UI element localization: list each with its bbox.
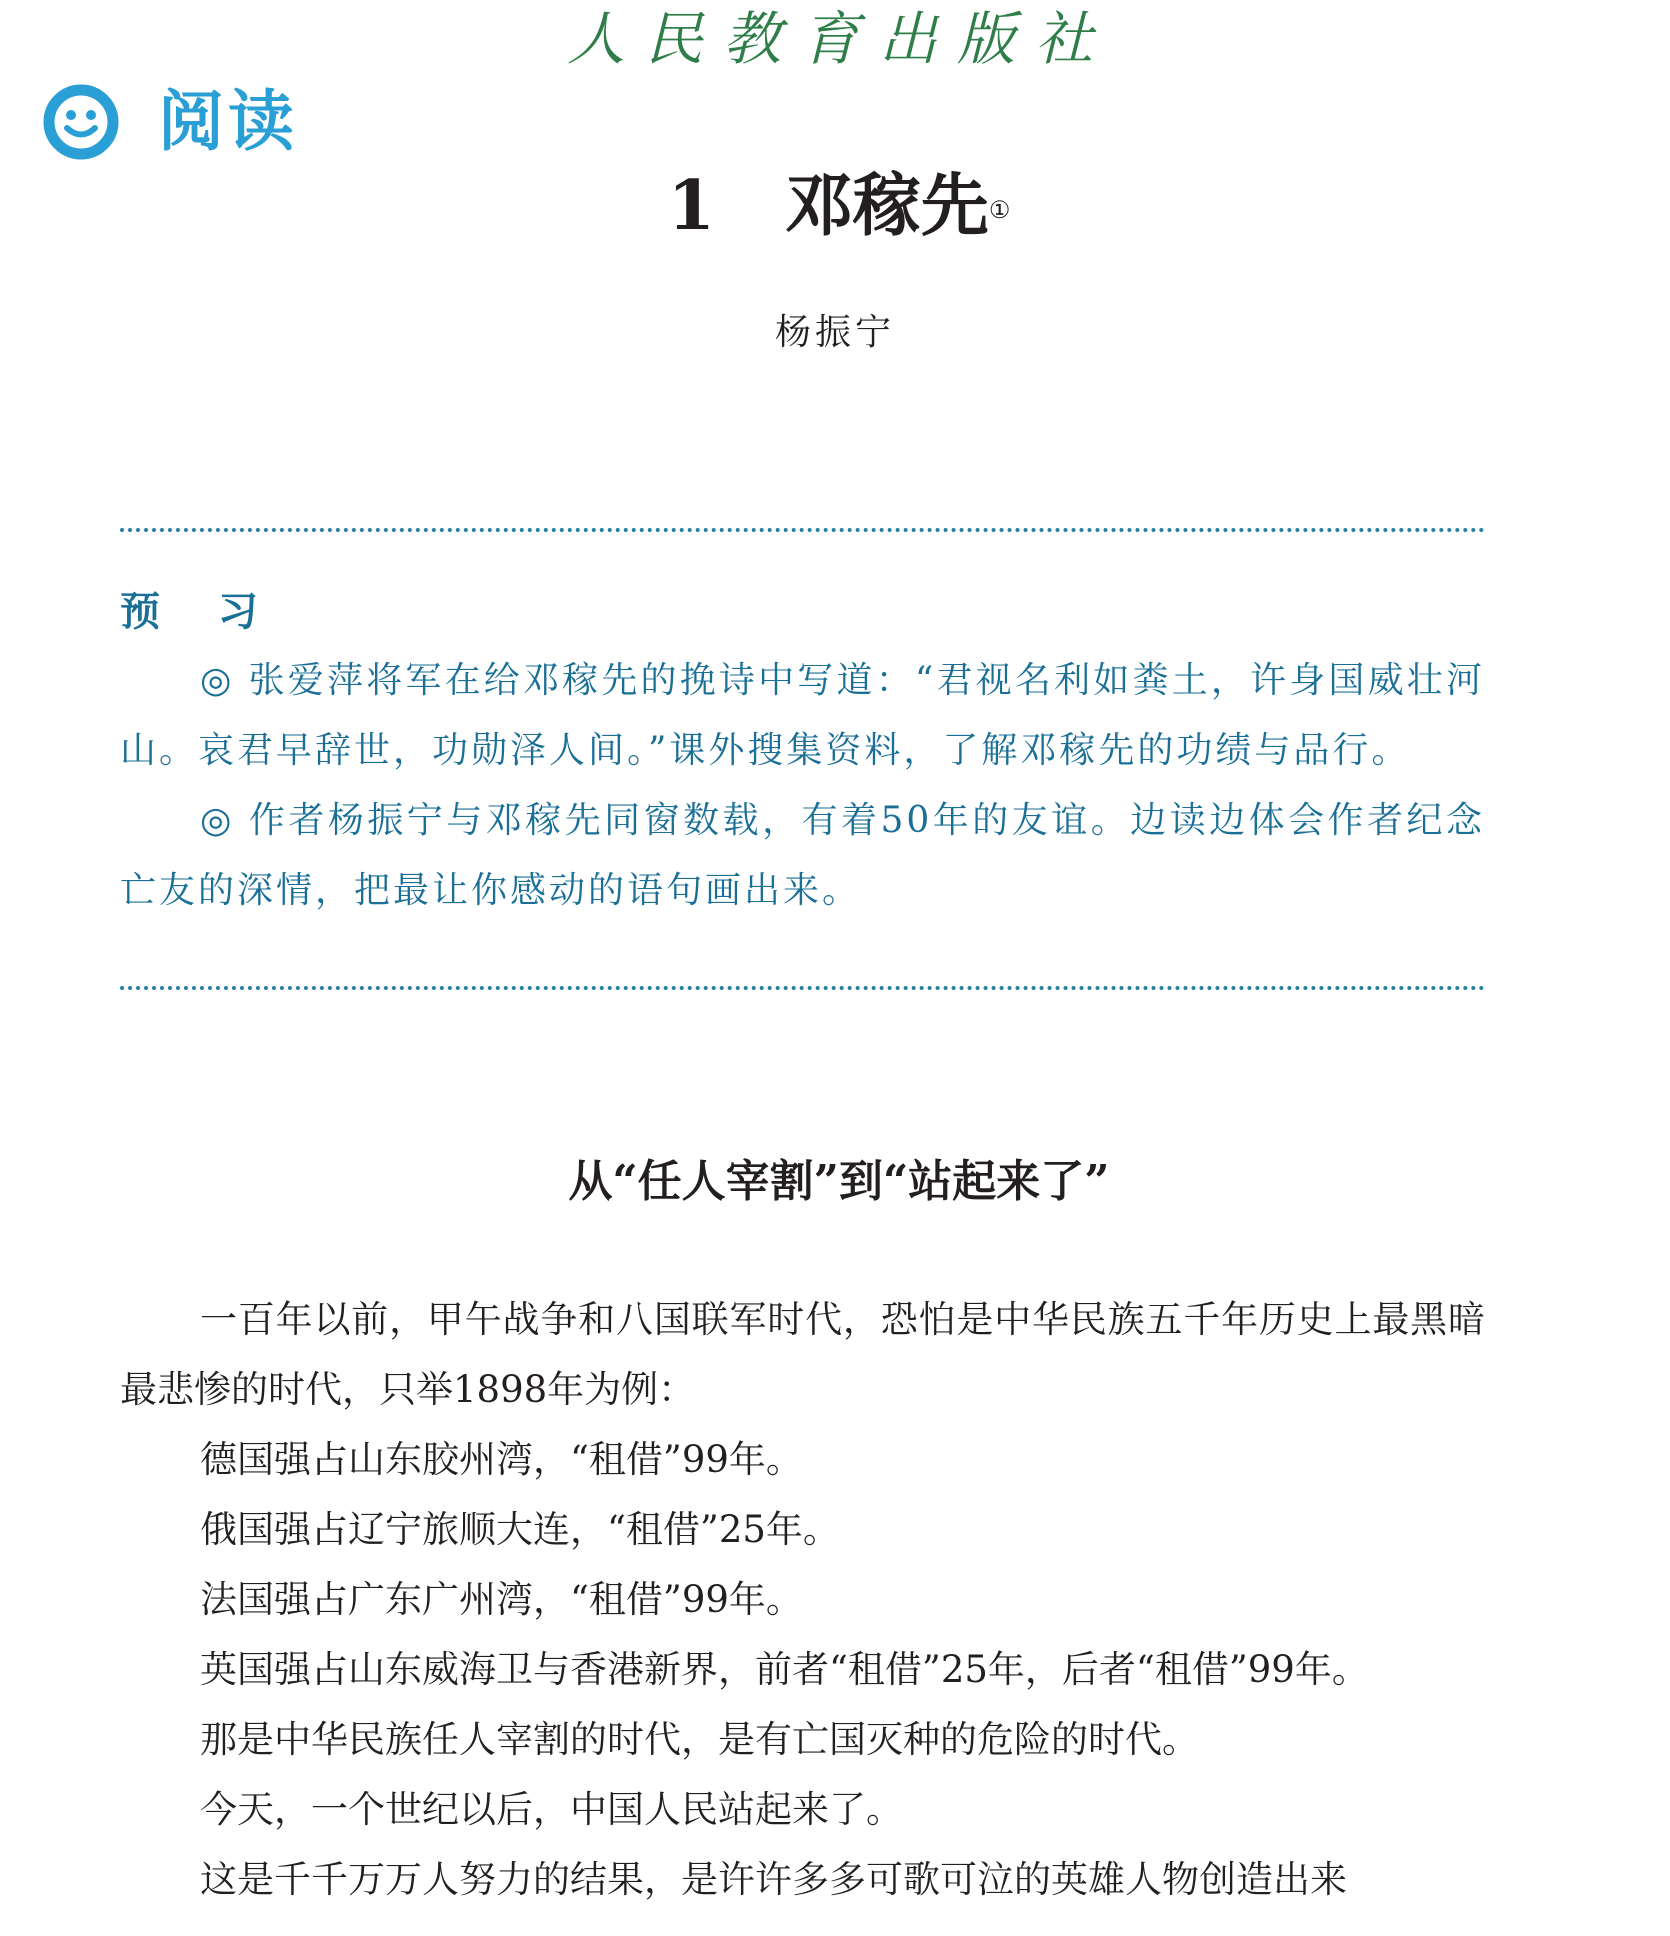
paragraph: 那是中华民族任人宰割的时代，是有亡国灭种的危险的时代。 bbox=[200, 1718, 1199, 1761]
author-name: 杨振宁 bbox=[774, 312, 895, 353]
preview-item-text: 作者杨振宁与邓稼先同窗数载，有着50年的友谊。边读边体会作者纪念亡友的深情，把最让你感动的语句画出来。 bbox=[120, 800, 1485, 911]
lesson-title bbox=[0, 158, 1670, 254]
paragraph: 德国强占山东胶州湾，“租借”99年。 bbox=[200, 1438, 803, 1481]
section-title: 阅读 bbox=[158, 83, 298, 160]
paragraph: 这是千千万万人努力的结果，是许许多多可歌可泣的英雄人物创造出来 bbox=[200, 1858, 1347, 1901]
article-subheading: 从“任人宰割”到“站起来了” bbox=[568, 1156, 1110, 1207]
paragraph: 法国强占广东广州湾，“租借”99年。 bbox=[200, 1578, 803, 1621]
article-body bbox=[120, 1285, 1485, 1915]
preview-box bbox=[120, 578, 1485, 926]
preview-top-divider bbox=[120, 528, 1485, 532]
paragraph: 今天，一个世纪以后，中国人民站起来了。 bbox=[200, 1788, 903, 1831]
preview-heading: 预 习 bbox=[120, 588, 280, 635]
lesson-title-text: 邓稼先 bbox=[784, 166, 989, 246]
preview-item bbox=[120, 786, 1485, 926]
preview-item-text: 张爱萍将军在给邓稼先的挽诗中写道：“君视名利如粪土，许身国威壮河山。哀君早辞世，功勋泽人间。”课外搜集资料，了解邓稼先的功绩与品行。 bbox=[120, 660, 1485, 771]
lesson-number: 1 bbox=[667, 166, 715, 246]
section-header bbox=[42, 82, 298, 162]
footnote-mark[interactable]: ① bbox=[988, 196, 1011, 224]
paragraph: 英国强占山东威海卫与香港新界，前者“租借”25年，后者“租借”99年。 bbox=[200, 1648, 1369, 1691]
bullet-mark: ◎ bbox=[200, 660, 235, 701]
paragraph: 一百年以前，甲午战争和八国联军时代，恐怕是中华民族五千年历史上最黑暗最悲惨的时代，只举1898年为例： bbox=[120, 1298, 1485, 1411]
preview-bottom-divider bbox=[120, 986, 1485, 990]
smiley-face-icon bbox=[42, 83, 120, 161]
bullet-mark: ◎ bbox=[200, 800, 235, 841]
preview-item bbox=[120, 646, 1485, 786]
publisher-logo: 人民教育出版社 bbox=[566, 5, 1113, 73]
paragraph: 俄国强占辽宁旅顺大连，“租借”25年。 bbox=[200, 1508, 840, 1551]
